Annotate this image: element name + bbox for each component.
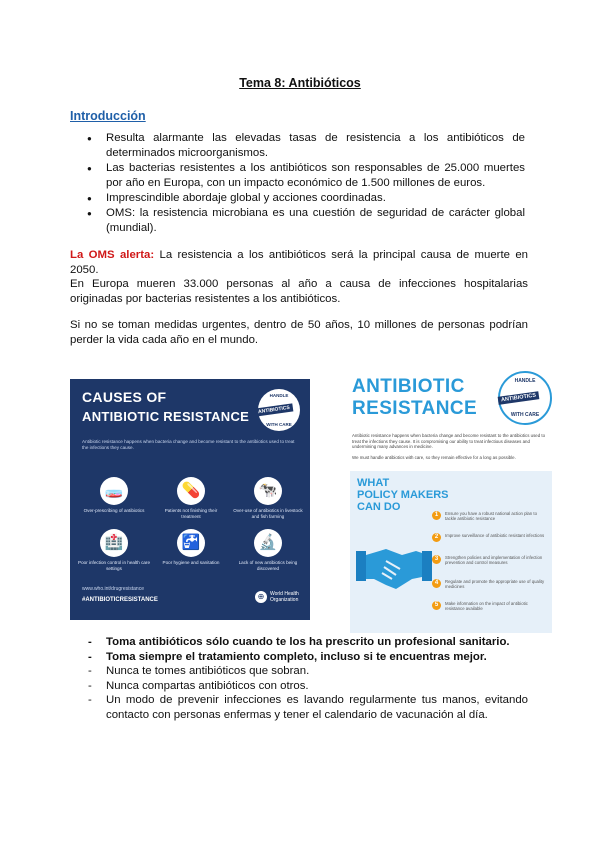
badge-ribbon-text: ANTIBIOTICS xyxy=(255,403,294,416)
who-alert-text: La resistencia a los antibióticos será la principal causa de muerte en 2050. xyxy=(70,249,528,276)
who-logo-icon: ⊕ xyxy=(255,591,267,603)
advice-list xyxy=(88,635,528,723)
advice-item: - Toma siempre el tratamiento completo, incluso si te encuentras mejor. xyxy=(88,650,528,665)
bullet-item: ● OMS: la resistencia microbiana es una cuestión de seguridad de carácter global (mundial). xyxy=(70,206,525,236)
policy-title-line1: ANTIBIOTIC xyxy=(352,376,465,397)
cause-item xyxy=(78,529,150,571)
page-title: Tema 8: Antibióticos xyxy=(239,76,361,90)
cause-label: Poor infection control in health care settings xyxy=(78,560,151,571)
europe-paragraph: En Europa mueren 33.000 personas al año a causa de infecciones hospitalarias originadas por bacterias resistentes a los antibióticos. xyxy=(70,278,528,305)
who-url: www.who.int/drugresistance xyxy=(82,586,144,592)
badge-top-text: HANDLE xyxy=(514,378,536,384)
step-text: Ensure you have a robust national action plan to tackle antibiotic resistance xyxy=(445,511,537,522)
who-alert-label: La OMS alerta: xyxy=(70,249,155,261)
cause-item xyxy=(232,529,304,571)
sanitation-icon: 🚰 xyxy=(177,529,205,557)
step-number: 5 xyxy=(432,601,441,610)
intro-heading: Introducción xyxy=(70,109,146,123)
who-logo-line1: World Health xyxy=(270,591,299,597)
handshake-icon xyxy=(356,529,432,599)
step-number: 3 xyxy=(432,555,441,564)
bullet-item: ● Resulta alarmante las elevadas tasas de resistencia a los antibióticos de determinados microorganismos. xyxy=(70,131,525,161)
who-logo-text xyxy=(270,591,299,603)
step-number: 4 xyxy=(432,579,441,588)
policy-heading-line1: WHAT xyxy=(357,477,390,489)
step-text: Strengthen policies and implementation of infection prevention and control measures xyxy=(445,555,543,566)
policy-infographic-header xyxy=(350,363,552,463)
who-logo-line2: Organization xyxy=(270,597,299,603)
step-number: 2 xyxy=(432,533,441,542)
hashtag: #ANTIBIOTICRESISTANCE xyxy=(82,597,158,603)
advice-item: - Toma antibióticos sólo cuando te los ha prescrito un profesional sanitario. xyxy=(88,635,528,650)
pills-icon: 💊 xyxy=(177,477,205,505)
badge-bottom-text: WITH CARE xyxy=(510,412,540,418)
cause-label: Patients not finishing their treatment xyxy=(164,508,218,519)
handle-with-care-badge xyxy=(498,371,552,425)
microscope-icon: 🔬 xyxy=(254,529,282,557)
cause-label: Over-prescribing of antibiotics xyxy=(83,508,145,513)
badge-top-text: HANDLE xyxy=(269,393,289,398)
policy-infographic xyxy=(350,363,552,633)
policy-heading-line2: POLICY MAKERS xyxy=(357,489,449,501)
who-alert-paragraph xyxy=(70,248,528,278)
step-number: 1 xyxy=(432,511,441,520)
policy-heading-line3: CAN DO xyxy=(357,501,401,513)
urgent-paragraph: Si no se toman medidas urgentes, dentro de 50 años, 10 millones de personas podrían perder la vida cada año en el mundo. xyxy=(70,319,528,346)
intro-bullet-list xyxy=(70,131,525,236)
cause-item xyxy=(155,529,227,566)
causes-infographic xyxy=(70,379,310,620)
policy-intro: Antibiotic resistance happens when bacteria change and become resistant to the antibiotics used to treat the infections they cause. It is compromising our ability to treat infectious diseases and undermining many advances in medicine. xyxy=(352,433,546,450)
cause-item xyxy=(155,477,227,519)
causes-title-line2: ANTIBIOTIC RESISTANCE xyxy=(82,409,250,424)
step-text: Make information on the impact of antibiotic resistance available xyxy=(445,601,528,612)
causes-title-line1: CAUSES OF xyxy=(82,389,167,405)
cause-label: Poor hygiene and sanitation xyxy=(162,560,220,565)
badge-ribbon-text: ANTIBIOTICS xyxy=(498,391,540,405)
bullet-item: ● Imprescindible abordaje global y acciones coordinadas. xyxy=(70,191,525,206)
cause-item xyxy=(78,477,150,514)
policy-title-line2: RESISTANCE xyxy=(352,398,478,419)
policy-intro-2: We must handle antibiotics with care, so they remain effective for a long as possible. xyxy=(352,455,516,460)
causes-intro: Antibiotic resistance happens when bacteria change and become resistant to the antibiotics used to treat the infections they cause. xyxy=(82,439,295,450)
cause-label: Over-use of antibiotics in livestock and fish farming xyxy=(233,508,303,519)
handle-with-care-badge xyxy=(258,389,300,431)
hospital-icon: 🏥 xyxy=(100,529,128,557)
bullet-item: ● Las bacterias resistentes a los antibióticos son responsables de 25.000 muertes por año en Europa, con un impacto económico de 1.500 millones de euros. xyxy=(70,161,525,191)
policy-heading xyxy=(357,477,448,513)
advice-item: - Nunca compartas antibióticos con otros. xyxy=(88,679,528,694)
cause-item xyxy=(232,477,304,519)
advice-item: - Un modo de prevenir infecciones es lavando regularmente tus manos, evitando contacto con personas enfermas y tener el calendario de vacunación al día. xyxy=(88,693,528,722)
step-text: Regulate and promote the appropriate use of quality medicines xyxy=(445,579,545,590)
advice-item: - Nunca te tomes antibióticos que sobran. xyxy=(88,664,528,679)
bacteria-icon: 🧫 xyxy=(100,477,128,505)
policy-section xyxy=(350,471,552,633)
cause-label: Lack of new antibiotics being discovered xyxy=(238,560,298,571)
livestock-icon: 🐄 xyxy=(254,477,282,505)
step-text: Improve surveillance of antibiotic resistant infections xyxy=(445,533,545,538)
badge-bottom-text: WITH CARE xyxy=(266,422,292,427)
